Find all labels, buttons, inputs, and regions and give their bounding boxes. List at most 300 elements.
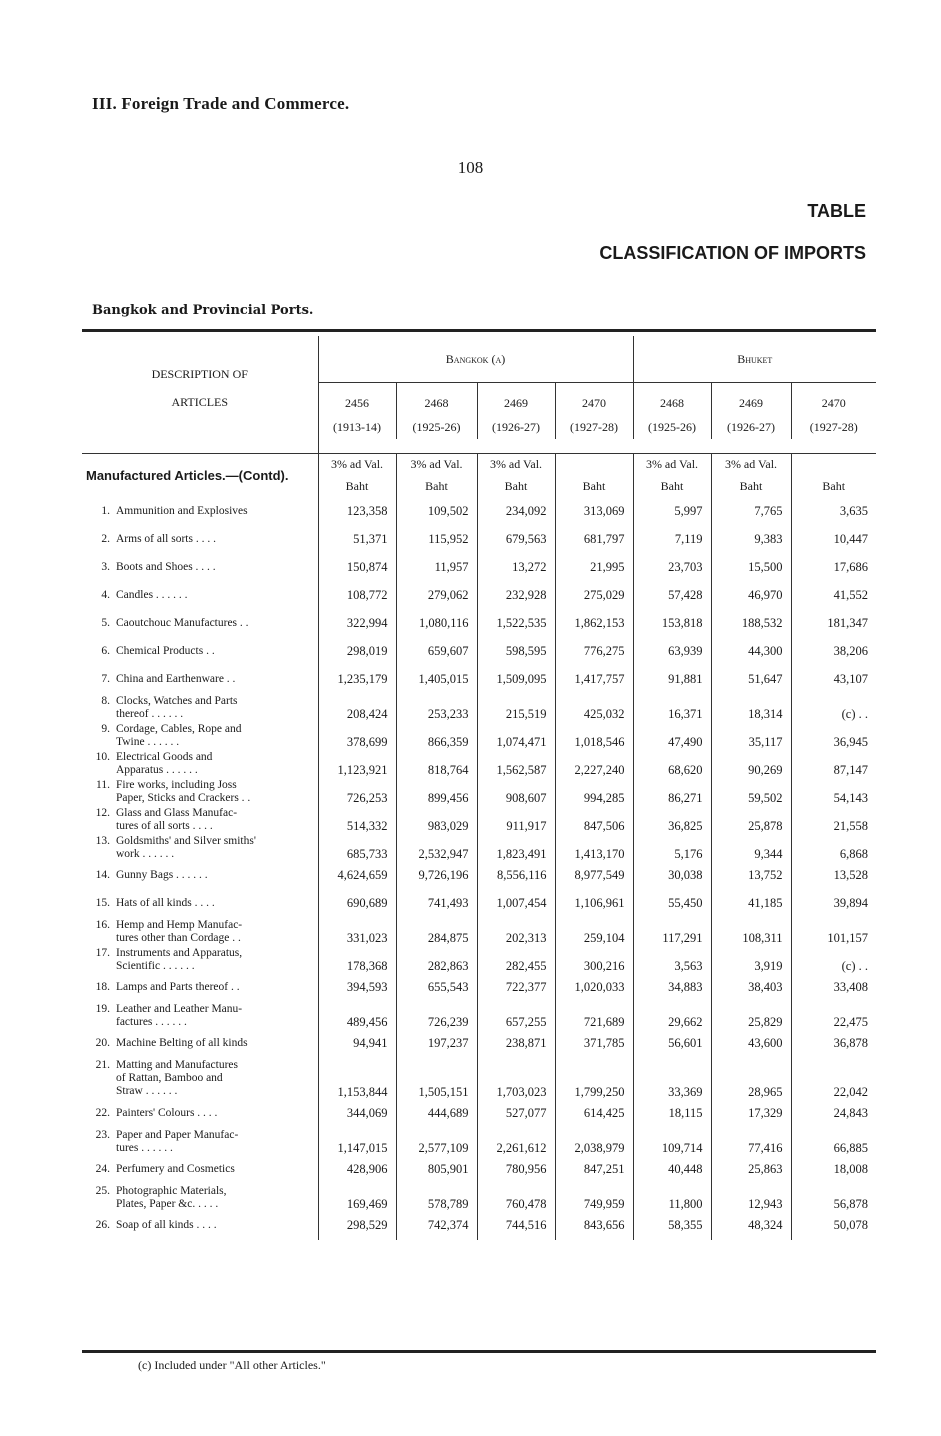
table-row: [82, 834, 876, 862]
value-cell: 24,843: [833, 1106, 869, 1120]
value-cell: 101,157: [827, 930, 869, 945]
period-header: (1927-28): [809, 420, 858, 434]
value-cell: 11,800: [633, 1184, 711, 1212]
value-cell: 123,358: [318, 498, 396, 526]
value-cell: 1,018,546: [555, 722, 633, 750]
article-description: [82, 834, 318, 862]
value-cell: 35,117: [711, 722, 791, 750]
article-description-line: Ammunition and Explosives: [116, 505, 248, 517]
article-number: 12.: [95, 806, 110, 819]
value-cell: 43,107: [833, 672, 869, 686]
value-cell: 679,563: [477, 526, 555, 554]
value-cell: 40,448: [633, 1156, 711, 1184]
article-description: [82, 554, 318, 582]
article-number: 13.: [95, 834, 110, 847]
value-cell: 614,425: [555, 1100, 633, 1128]
value-cell: 57,428: [633, 582, 711, 610]
group-header-bhuket: Bhuket: [633, 336, 876, 383]
value-cell: 22,042: [833, 1084, 869, 1099]
article-description-line: Perfumery and Cosmetics: [116, 1163, 235, 1175]
value-cell: 91,881: [633, 666, 711, 694]
value-cell: 238,871: [477, 1030, 555, 1058]
article-description-line: tures . . . . . .: [116, 1141, 173, 1154]
article-number: 7.: [101, 673, 110, 685]
article-number: 8.: [101, 694, 110, 707]
value-cell: 1,106,961: [555, 890, 633, 918]
valuation-note: 3% ad Val.: [396, 453, 477, 476]
article-description: [82, 1212, 318, 1240]
article-description-line: Caoutchouc Manufactures . .: [116, 617, 249, 629]
article-description-line: tures other than Cordage . .: [116, 931, 241, 944]
value-cell: 41,185: [711, 890, 791, 918]
value-cell: 344,069: [318, 1100, 396, 1128]
article-number: 2.: [101, 533, 110, 545]
table-title: CLASSIFICATION OF IMPORTS: [599, 243, 866, 263]
value-cell: 1,505,151: [396, 1058, 477, 1100]
article-number: 25.: [95, 1184, 110, 1197]
year-header: 2468: [633, 383, 711, 416]
value-cell: 188,532: [711, 610, 791, 638]
value-cell: 215,519: [477, 694, 555, 722]
value-cell: 39,894: [833, 896, 869, 910]
value-cell: 805,901: [396, 1156, 477, 1184]
value-cell: 234,092: [477, 498, 555, 526]
unit-label: Baht: [633, 476, 711, 498]
valuation-row: [82, 453, 876, 476]
value-cell: 899,456: [396, 778, 477, 806]
unit-label: Baht: [822, 479, 846, 493]
value-cell: 2,532,947: [396, 834, 477, 862]
value-cell: 282,863: [396, 946, 477, 974]
article-description-line: Glass and Glass Manufac-: [116, 806, 238, 819]
value-cell: 34,883: [633, 974, 711, 1002]
value-cell: 253,233: [396, 694, 477, 722]
table-row: [82, 974, 876, 1002]
value-cell: 1,509,095: [477, 666, 555, 694]
value-cell: 1,080,116: [396, 610, 477, 638]
value-cell: 1,405,015: [396, 666, 477, 694]
value-cell: 690,689: [318, 890, 396, 918]
value-cell: 51,647: [711, 666, 791, 694]
article-number: 19.: [95, 1002, 110, 1015]
value-cell: 657,255: [477, 1002, 555, 1030]
table-row: [82, 1100, 876, 1128]
value-cell: 298,019: [318, 638, 396, 666]
unit-label: Baht: [318, 476, 396, 498]
article-description: [82, 1058, 318, 1100]
year-header: 2469: [711, 383, 791, 416]
value-cell: 30,038: [633, 862, 711, 890]
description-header-line2: ARTICLES: [171, 394, 229, 409]
value-cell: 48,324: [711, 1212, 791, 1240]
valuation-note: [791, 453, 876, 476]
value-cell: 425,032: [555, 694, 633, 722]
value-cell: 1,522,535: [477, 610, 555, 638]
value-cell: 1,123,921: [318, 750, 396, 778]
period-header: (1926-27): [477, 415, 555, 439]
value-cell: 760,478: [477, 1184, 555, 1212]
article-description-line: Boots and Shoes . . . .: [116, 561, 216, 573]
value-cell: 259,104: [555, 918, 633, 946]
value-cell: 28,965: [711, 1058, 791, 1100]
article-description: [82, 582, 318, 610]
value-cell: 36,825: [633, 806, 711, 834]
value-cell: 275,029: [555, 582, 633, 610]
value-cell: 150,874: [318, 554, 396, 582]
value-cell: 2,577,109: [396, 1128, 477, 1156]
value-cell: 11,957: [396, 554, 477, 582]
article-description-line: Clocks, Watches and Parts: [116, 694, 238, 707]
value-cell: 86,271: [633, 778, 711, 806]
article-description-line: Machine Belting of all kinds: [116, 1037, 248, 1049]
value-cell: 8,556,116: [477, 862, 555, 890]
article-number: 3.: [101, 561, 110, 573]
article-description-line: Scientific . . . . . .: [116, 959, 195, 972]
value-cell: 17,329: [711, 1100, 791, 1128]
article-description: [82, 498, 318, 526]
subheading: Manufactured Articles.—(Contd).: [82, 453, 318, 498]
value-cell: 284,875: [396, 918, 477, 946]
value-cell: 66,885: [833, 1140, 869, 1155]
value-cell: 94,941: [318, 1030, 396, 1058]
article-description-line: Candles . . . . . .: [116, 589, 188, 601]
article-description: [82, 750, 318, 778]
imports-table: [82, 336, 876, 1240]
value-cell: 2,038,979: [555, 1128, 633, 1156]
value-cell: 1,703,023: [477, 1058, 555, 1100]
table-row: [82, 638, 876, 666]
table-row: [82, 1156, 876, 1184]
value-cell: 44,300: [711, 638, 791, 666]
article-description-line: thereof . . . . . .: [116, 707, 184, 720]
article-number: 6.: [101, 645, 110, 657]
value-cell: 2,261,612: [477, 1128, 555, 1156]
value-cell: 25,878: [711, 806, 791, 834]
value-cell: 16,371: [633, 694, 711, 722]
table-row: [82, 498, 876, 526]
period-header: (1913-14): [318, 415, 396, 439]
table-row: [82, 918, 876, 946]
value-cell: 322,994: [318, 610, 396, 638]
value-cell: 3,563: [633, 946, 711, 974]
value-cell: 77,416: [711, 1128, 791, 1156]
value-cell: 43,600: [711, 1030, 791, 1058]
article-description: [82, 890, 318, 918]
article-description: [82, 1002, 318, 1030]
table-row: [82, 694, 876, 722]
article-description-line: Paper and Paper Manufac-: [116, 1128, 239, 1141]
year-header: 2468: [396, 383, 477, 416]
article-description: [82, 778, 318, 806]
value-cell: 742,374: [396, 1212, 477, 1240]
value-cell: 659,607: [396, 638, 477, 666]
article-number: 5.: [101, 617, 110, 629]
value-cell: 18,115: [633, 1100, 711, 1128]
value-cell: 50,078: [833, 1218, 869, 1232]
value-cell: 208,424: [318, 694, 396, 722]
article-description-line: Arms of all sorts . . . .: [116, 533, 216, 545]
article-description-line: tures of all sorts . . . .: [116, 819, 213, 832]
value-cell: 63,939: [633, 638, 711, 666]
article-description-line: Instruments and Apparatus,: [116, 946, 243, 959]
value-cell: 117,291: [633, 918, 711, 946]
period-header: (1925-26): [633, 415, 711, 439]
value-cell: 776,275: [555, 638, 633, 666]
table-row: [82, 526, 876, 554]
article-description: [82, 722, 318, 750]
page-number: 108: [457, 158, 484, 177]
article-number: 16.: [95, 918, 110, 931]
value-cell: 109,502: [396, 498, 477, 526]
value-cell: 1,823,491: [477, 834, 555, 862]
value-cell: 1,417,757: [555, 666, 633, 694]
article-description-line: Apparatus . . . . . .: [116, 763, 198, 776]
value-cell: 300,216: [555, 946, 633, 974]
article-description-line: Painters' Colours . . . .: [116, 1107, 218, 1119]
value-cell: 5,997: [633, 498, 711, 526]
value-cell: 744,516: [477, 1212, 555, 1240]
value-cell: 23,703: [633, 554, 711, 582]
table-row: [82, 1058, 876, 1100]
footnote: (c) Included under "All other Articles.": [138, 1358, 326, 1372]
table-row: [82, 1030, 876, 1058]
value-cell: 59,502: [711, 778, 791, 806]
value-cell: 1,413,170: [555, 834, 633, 862]
article-description-line: Electrical Goods and: [116, 750, 213, 763]
article-description-line: Fire works, including Joss: [116, 778, 237, 791]
value-cell: 721,689: [555, 1002, 633, 1030]
table-row: [82, 610, 876, 638]
value-cell: 109,714: [633, 1128, 711, 1156]
value-cell: 908,607: [477, 778, 555, 806]
value-cell: 1,147,015: [318, 1128, 396, 1156]
value-cell: 202,313: [477, 918, 555, 946]
ports-subtitle: Bangkok and Provincial Ports.: [92, 303, 314, 318]
article-description-line: Hemp and Hemp Manufac-: [116, 918, 243, 931]
value-cell: 232,928: [477, 582, 555, 610]
article-number: 20.: [95, 1037, 110, 1049]
value-cell: 58,355: [633, 1212, 711, 1240]
article-description-line: work . . . . . .: [116, 847, 175, 860]
article-description: [82, 862, 318, 890]
value-cell: 4,624,659: [318, 862, 396, 890]
value-cell: 55,450: [633, 890, 711, 918]
value-cell: 90,269: [711, 750, 791, 778]
value-cell: 181,347: [827, 616, 869, 630]
group-header-bangkok: Bangkok (a): [318, 336, 633, 383]
valuation-note: 3% ad Val.: [711, 453, 791, 476]
article-description-line: Cordage, Cables, Rope and: [116, 722, 242, 735]
value-cell: 8,977,549: [555, 862, 633, 890]
article-description: [82, 806, 318, 834]
year-header: 2456: [318, 383, 396, 416]
value-cell: 108,311: [711, 918, 791, 946]
value-cell: 6,868: [839, 846, 869, 861]
value-cell: 2,227,240: [555, 750, 633, 778]
period-header: (1926-27): [711, 415, 791, 439]
value-cell: 722,377: [477, 974, 555, 1002]
value-cell: 10,447: [833, 532, 869, 546]
table-row: [82, 1184, 876, 1212]
section-heading: III. Foreign Trade and Commerce.: [92, 94, 350, 113]
value-cell: 282,455: [477, 946, 555, 974]
value-cell: 15,500: [711, 554, 791, 582]
value-cell: 279,062: [396, 582, 477, 610]
article-description-line: Photographic Materials,: [116, 1184, 227, 1197]
article-number: 21.: [95, 1059, 110, 1071]
value-cell: (c) . .: [841, 958, 869, 973]
value-cell: 866,359: [396, 722, 477, 750]
value-cell: 9,383: [711, 526, 791, 554]
value-cell: 36,945: [833, 734, 869, 749]
value-cell: 3,919: [711, 946, 791, 974]
value-cell: 38,403: [711, 974, 791, 1002]
year-header: 2470: [555, 383, 633, 416]
valuation-note: 3% ad Val.: [633, 453, 711, 476]
value-cell: 514,332: [318, 806, 396, 834]
value-cell: 489,456: [318, 1002, 396, 1030]
value-cell: 13,528: [833, 868, 869, 882]
article-description: [82, 1184, 318, 1212]
value-cell: 18,008: [833, 1162, 869, 1176]
value-cell: 1,074,471: [477, 722, 555, 750]
value-cell: 378,699: [318, 722, 396, 750]
table-row: [82, 750, 876, 778]
table-row: [82, 946, 876, 974]
article-number: 18.: [95, 981, 110, 993]
valuation-note: [555, 453, 633, 476]
value-cell: 56,878: [833, 1196, 869, 1211]
unit-label: Baht: [555, 476, 633, 498]
table-row: [82, 722, 876, 750]
period-header: (1925-26): [396, 415, 477, 439]
value-cell: 780,956: [477, 1156, 555, 1184]
article-description-line: China and Earthenware . .: [116, 673, 236, 685]
value-cell: 394,593: [318, 974, 396, 1002]
article-number: 14.: [95, 869, 110, 881]
value-cell: (c) . .: [841, 706, 869, 721]
value-cell: 46,970: [711, 582, 791, 610]
value-cell: 21,558: [833, 818, 869, 833]
article-number: 15.: [95, 897, 110, 909]
article-description-line: Soap of all kinds . . . .: [116, 1219, 217, 1231]
article-description: [82, 694, 318, 722]
value-cell: 87,147: [833, 762, 869, 777]
unit-label: Baht: [711, 476, 791, 498]
description-header: [82, 336, 318, 439]
table-label: TABLE: [807, 201, 866, 221]
valuation-note: 3% ad Val.: [318, 453, 396, 476]
value-cell: 371,785: [555, 1030, 633, 1058]
value-cell: 115,952: [396, 526, 477, 554]
value-cell: 726,253: [318, 778, 396, 806]
article-number: 17.: [95, 946, 110, 959]
unit-label: Baht: [477, 476, 555, 498]
value-cell: 3,635: [839, 504, 869, 518]
value-cell: 847,251: [555, 1156, 633, 1184]
value-cell: 56,601: [633, 1030, 711, 1058]
value-cell: 33,408: [833, 980, 869, 994]
value-cell: 578,789: [396, 1184, 477, 1212]
value-cell: 18,314: [711, 694, 791, 722]
table-row: [82, 890, 876, 918]
value-cell: 911,917: [477, 806, 555, 834]
value-cell: 298,529: [318, 1212, 396, 1240]
value-cell: 428,906: [318, 1156, 396, 1184]
article-description: [82, 918, 318, 946]
table-row: [82, 806, 876, 834]
table-row: [82, 778, 876, 806]
article-description-line: Gunny Bags . . . . . .: [116, 869, 208, 881]
table-row: [82, 554, 876, 582]
article-number: 4.: [101, 589, 110, 601]
table-row: [82, 1212, 876, 1240]
article-number: 23.: [95, 1128, 110, 1141]
value-cell: 655,543: [396, 974, 477, 1002]
value-cell: 13,272: [477, 554, 555, 582]
year-header: 2470: [821, 396, 846, 410]
article-description: [82, 526, 318, 554]
value-cell: 13,752: [711, 862, 791, 890]
value-cell: 847,506: [555, 806, 633, 834]
article-number: 22.: [95, 1107, 110, 1119]
value-cell: 38,206: [833, 644, 869, 658]
article-description: [82, 610, 318, 638]
value-cell: 5,176: [633, 834, 711, 862]
article-description-line: factures . . . . . .: [116, 1015, 187, 1028]
value-cell: 818,764: [396, 750, 477, 778]
value-cell: 153,818: [633, 610, 711, 638]
value-cell: 7,765: [711, 498, 791, 526]
value-cell: 41,552: [833, 588, 869, 602]
period-header: (1927-28): [555, 415, 633, 439]
table-row: [82, 582, 876, 610]
value-cell: 331,023: [318, 918, 396, 946]
article-description-line: Straw . . . . . .: [116, 1085, 178, 1097]
value-cell: 68,620: [633, 750, 711, 778]
value-cell: 527,077: [477, 1100, 555, 1128]
article-description-line: of Rattan, Bamboo and: [116, 1072, 223, 1084]
value-cell: 1,562,587: [477, 750, 555, 778]
value-cell: 17,686: [833, 560, 869, 574]
value-cell: 9,726,196: [396, 862, 477, 890]
article-number: 26.: [95, 1219, 110, 1231]
table-row: [82, 862, 876, 890]
value-cell: 178,368: [318, 946, 396, 974]
table-row: [82, 1128, 876, 1156]
value-cell: 108,772: [318, 582, 396, 610]
value-cell: 749,959: [555, 1184, 633, 1212]
value-cell: 197,237: [396, 1030, 477, 1058]
value-cell: 843,656: [555, 1212, 633, 1240]
article-description-line: Matting and Manufactures: [116, 1059, 238, 1071]
value-cell: 51,371: [318, 526, 396, 554]
article-description: [82, 1128, 318, 1156]
unit-label: Baht: [396, 476, 477, 498]
article-description: [82, 666, 318, 694]
year-header: 2469: [477, 383, 555, 416]
article-description: [82, 1100, 318, 1128]
value-cell: 25,829: [711, 1002, 791, 1030]
article-description: [82, 638, 318, 666]
value-cell: 47,490: [633, 722, 711, 750]
value-cell: 1,799,250: [555, 1058, 633, 1100]
value-cell: 1,153,844: [318, 1058, 396, 1100]
value-cell: 983,029: [396, 806, 477, 834]
top-rule: [82, 329, 876, 332]
article-description: [82, 1156, 318, 1184]
article-description-line: Twine . . . . . .: [116, 735, 180, 748]
